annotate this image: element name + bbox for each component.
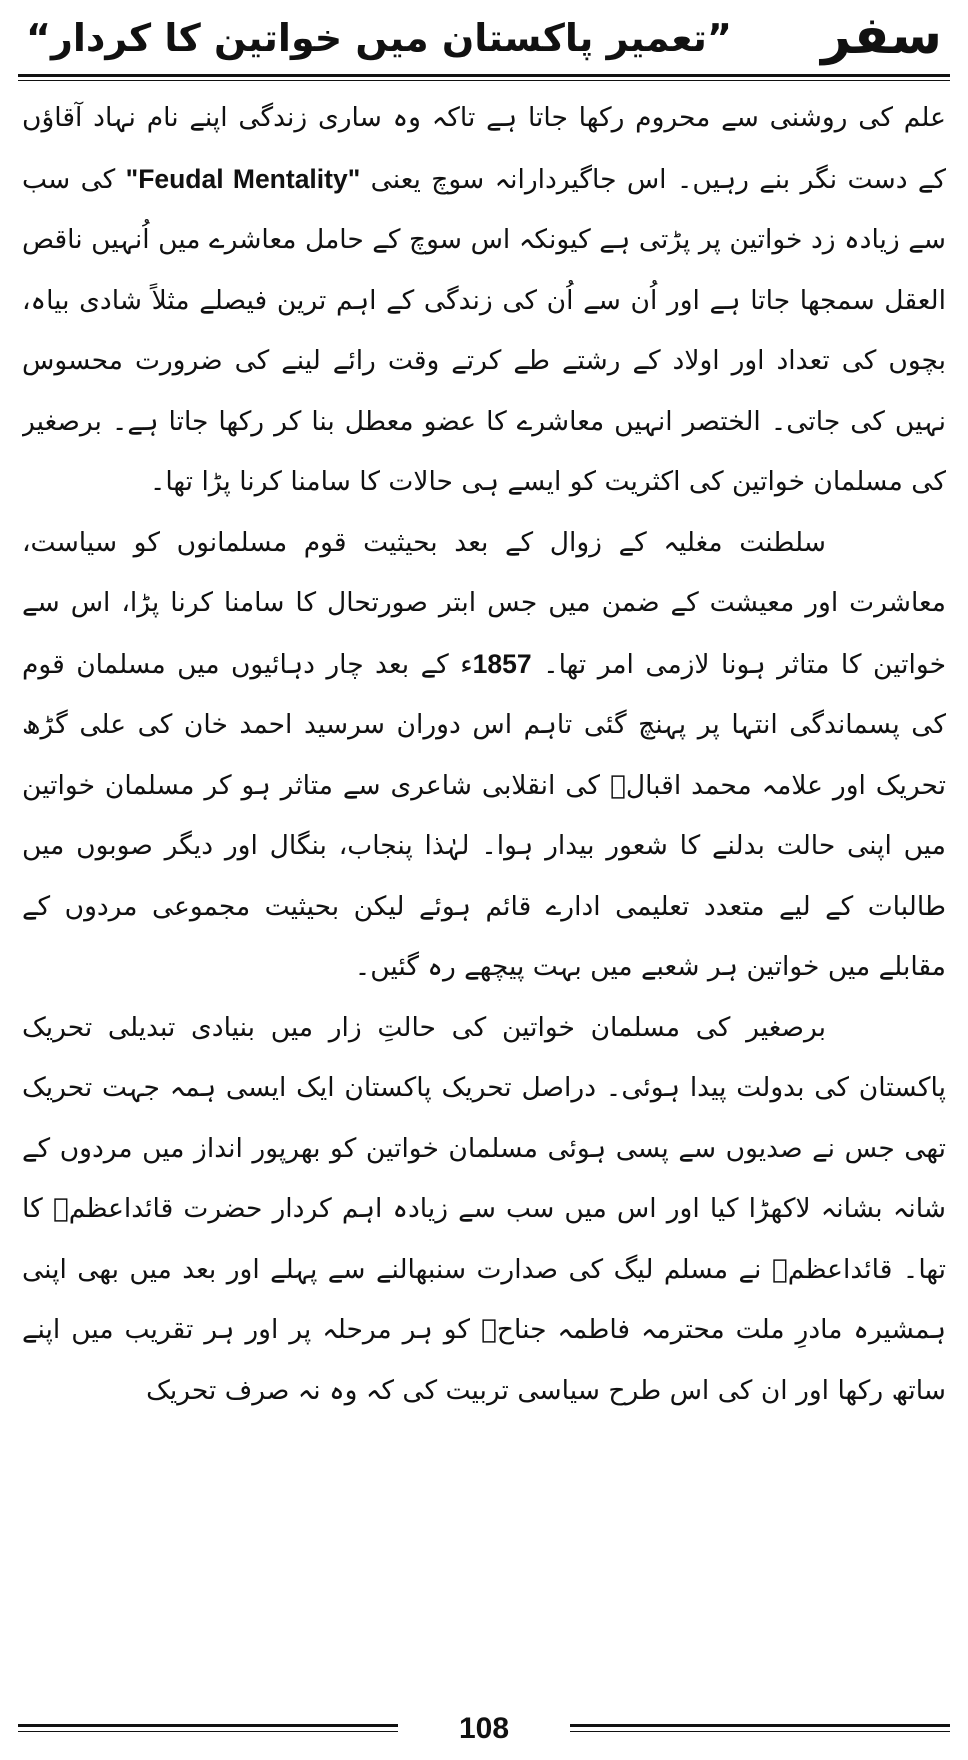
body-text (22, 88, 946, 1698)
footer-rule-left (18, 1724, 398, 1727)
paragraph-3: برصغیر کی مسلمان خواتین کی حالتِ زار میں بنیادی تبدیلی تحریک پاکستان کی بدولت پیدا ہوئی۔ دراصل تحریک پاکستان ایک ایسی ہمہ جہت تحریک تھی جس نے صدیوں سے پسی ہوئی مسلمان خواتین کو بھرپور انداز میں مردوں کے شانہ بشانہ لاکھڑا کیا اور اس میں سب سے زیادہ اہم کردار حضرت قائداعظمؒ کا تھا۔ قائداعظمؒ نے مسلم لیگ کی صدارت سنبھالنے سے پہلے اور بعد میں بھی اپنی ہمشیرہ مادرِ ملت محترمہ فاطمہ جناحؒ کو ہر مرحلہ پر اور ہر تقریب میں اپنے ساتھ رکھا اور ان کی اس طرح سیاسی تربیت کی کہ وہ نہ صرف تحریک (22, 1011, 946, 1406)
footer-rule-left-thin (18, 1731, 398, 1732)
page-number: 108 (458, 1712, 510, 1745)
page-header (18, 6, 950, 68)
year-1857: 1857 (472, 648, 532, 679)
feudal-mentality-term: "Feudal Mentality" (125, 163, 361, 194)
footer-rule-right (570, 1724, 950, 1727)
paragraph-1-text-start: علم کی روشنی سے محروم رکھا جاتا ہے تاکہ وہ ساری زندگی اپنے نام نہاد آقاؤں کے دست نگر بنے رہیں۔ اس جاگیردارانہ سوچ یعنی (22, 102, 946, 195)
paragraph-2-text-end: ء کے بعد چار دہائیوں میں مسلمان قوم کی پسماندگی انتہا پر پہنچ گئی تاہم اس دوران سرسید احمد خان کی علی گڑھ تحریک اور علامہ محمد اقبالؒ کی انقلابی شاعری سے متاثر ہو کر مسلمان خواتین میں اپنی حالت بدلنے کا شعور بیدار ہوا۔ لہٰذا پنجاب، بنگال اور دیگر صوبوں میں طالبات کے لیے متعدد تعلیمی ادارے قائم ہوئے لیکن بحیثیت مجموعی مردوں کے مقابلے میں خواتین ہر شعبے میں بہت پیچھے رہ گئیں۔ (22, 648, 946, 982)
footer-rule-right-thin (570, 1731, 950, 1732)
header-rule (18, 74, 950, 77)
paragraph-1 (22, 88, 946, 513)
section-name: سفر (821, 6, 942, 66)
paragraph-1-text-end: کی سب سے زیادہ زد خواتین پر پڑتی ہے کیونکہ اس سوچ کے حامل معاشرے میں اُنہیں ناقص العقل سمجھا جاتا ہے اور اُن سے اُن کی زندگی کے اہم ترین فیصلے مثلاً شادی بیاہ، بچوں کی تعداد اور اولاد کے رشتے طے کرتے وقت رائے لینے کی ضرورت محسوس نہیں کی جاتی۔ الختصر انہیں معاشرے کا عضو معطل بنا کر رکھا جاتا ہے۔ برصغیر کی مسلمان خواتین کی اکثریت کو ایسے ہی حالات کا سامنا کرنا پڑا تھا۔ (22, 163, 946, 497)
paragraph-2-text-start: سلطنت مغلیہ کے زوال کے بعد بحیثیت قوم مسلمانوں کو سیاست، معاشرت اور معیشت کے ضمن میں جس ابتر صورتحال کا سامنا کرنا پڑا، اس سے خواتین کا متاثر ہونا لازمی امر تھا۔ (22, 526, 946, 680)
paragraph-2 (22, 513, 946, 998)
chapter-title: ”تعمیر پاکستان میں خواتین کا کردار“ (26, 16, 732, 60)
page-footer (18, 1712, 950, 1752)
header-rule-thin (18, 80, 950, 81)
